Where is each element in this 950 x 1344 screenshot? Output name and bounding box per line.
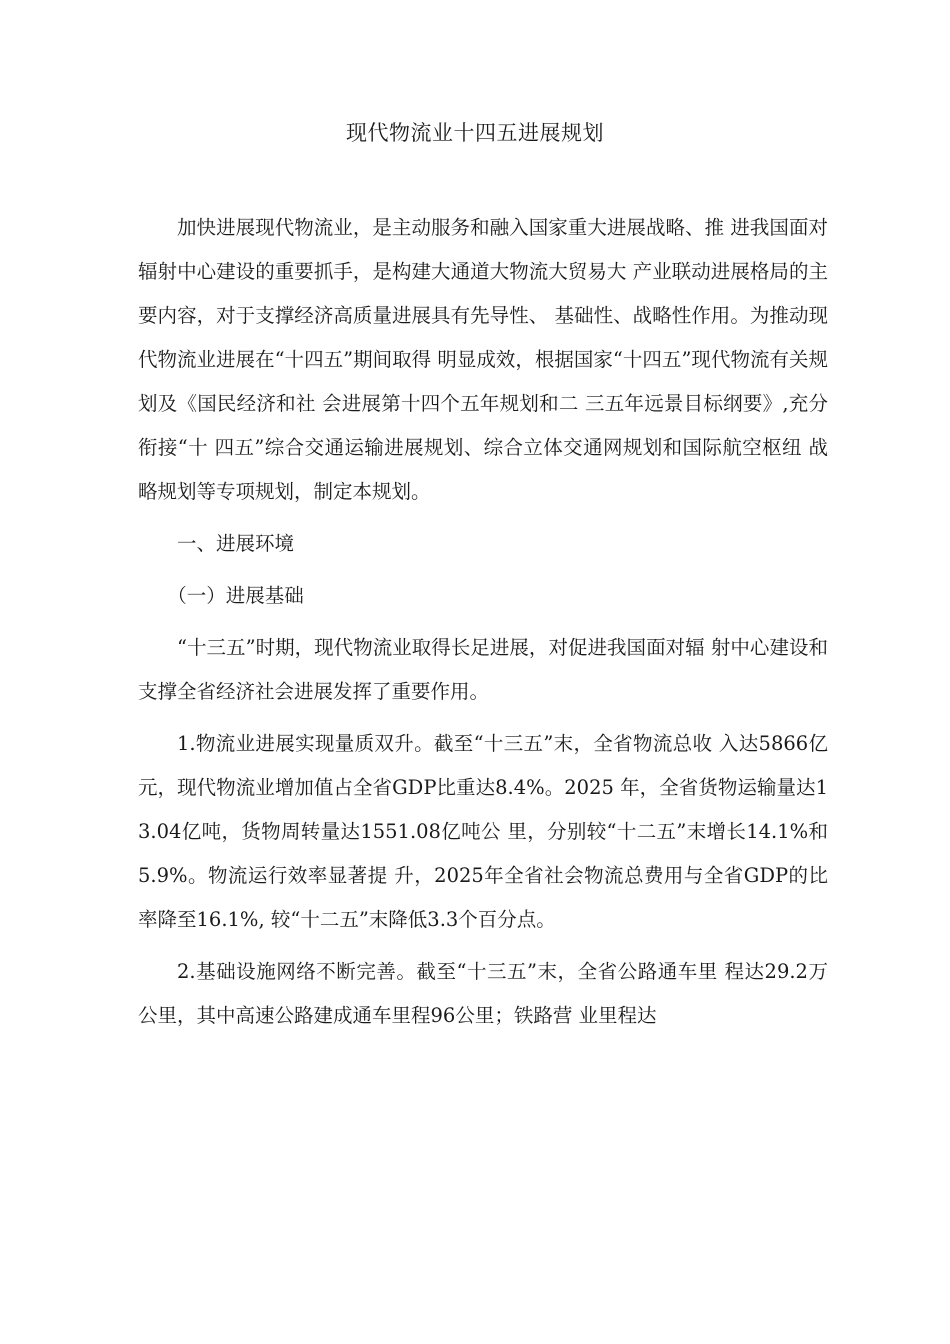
subsection-heading: （一）进展基础 (167, 584, 304, 607)
document-title: 现代物流业十四五进展规划 (346, 121, 604, 145)
paragraph-point-2: 2.基础设施网络不断完善。截至“十三五”末，全省公路通车里 程达29.2万公里，其中高速公路建成通车里程96公里；铁路营 业里程达 (138, 960, 828, 1027)
document-body (138, 206, 828, 1038)
paragraph-point-1: 1.物流业进展实现量质双升。截至“十三五”末，全省物流总收 入达5866亿元，现代物流业增加值占全省GDP比重达8.4%。2025 年，全省货物运输量达13.04亿吨，货物周转量达1551.08亿吨公 里，分别较“十二五”末增长14.1%和5.9%。物流运行效率显著提 升，2025年全省社会物流总费用与全省GDP的比率降至16.1%, 较“十二五”末降低3.3个百分点。 (138, 732, 828, 931)
paragraph-overview: “十三五”时期，现代物流业取得长足进展，对促进我国面对辐 射中心建设和支撑全省经济社会进展发挥了重要作用。 (138, 636, 828, 703)
section-heading: 一、进展环境 (177, 532, 295, 555)
paragraph-intro: 加快进展现代物流业，是主动服务和融入国家重大进展战略、推 进我国面对辐射中心建设的重要抓手，是构建大通道大物流大贸易大 产业联动进展格局的主要内容，对于支撑经济高质量进展具有先导性、 基础性、战略性作用。为推动现代物流业进展在“十四五”期间取得 明显成效，根据国家“十四五”现代物流有关规划及《国民经济和社 会进展第十四个五年规划和二 三五年远景目标纲要》,充分衔接“十 四五”综合交通运输进展规划、综合立体交通网规划和国际航空枢纽 战略规划等专项规划，制定本规划。 (138, 216, 828, 503)
